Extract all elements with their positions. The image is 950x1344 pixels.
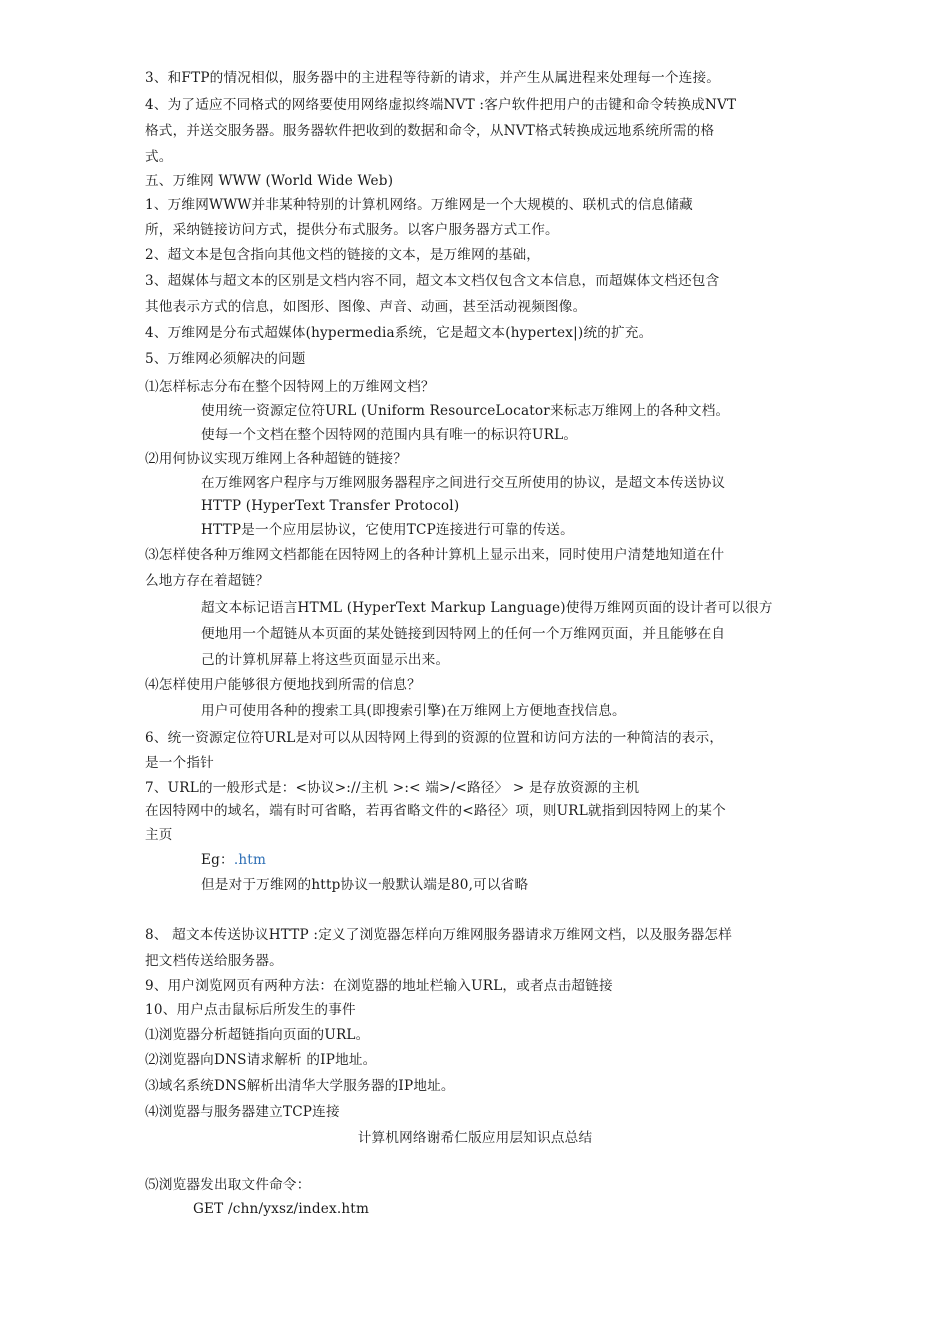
paragraph-line: 9、用户浏览网页有两种方法：在浏览器的地址栏输入URL，或者点击超链接	[145, 978, 613, 994]
answer-line: HTTP (HyperText Transfer Protocol)	[201, 498, 460, 514]
paragraph-line: 所，采纳链接访问方式，提供分布式服务。以客户服务器方式工作。	[145, 222, 559, 238]
answer-line: 但是对于万维网的http协议一般默认端是80,可以省略	[201, 877, 529, 893]
question-line: ⑵用何协议实现万维网上各种超链的链接？	[145, 451, 408, 467]
question-line: ⑴怎样标志分布在整个因特网上的万维网文档？	[145, 379, 435, 395]
question-line: 么地方存在着超链？	[145, 573, 270, 589]
paragraph-line: 式。	[145, 149, 173, 165]
answer-line: 超文本标记语言HTML (HyperText Markup Language)使得万维网页面的设计者可以很方	[201, 600, 773, 616]
paragraph-line: 是一个指针	[145, 755, 214, 771]
step-line: ⑸浏览器发出取文件命令：	[145, 1177, 311, 1193]
paragraph-line: 7、URL的一般形式是：<协议>://主机 >:< 端>/<路径〉 > 是存放资源的主机	[145, 780, 640, 796]
example-link[interactable]: .htm	[233, 852, 267, 868]
answer-line: 在万维网客户程序与万维网服务器程序之间进行交互所使用的协议，是超文本传送协议	[201, 475, 726, 491]
paragraph-line: 3、和FTP的情况相似，服务器中的主进程等待新的请求，并产生从属进程来处理每一个连接。	[145, 70, 721, 86]
question-line: ⑶怎样使各种万维网文档都能在因特网上的各种计算机上显示出来，同时使用户清楚地知道在什	[145, 547, 725, 563]
step-line: ⑶域名系统DNS解析出清华大学服务器的IP地址。	[145, 1078, 455, 1094]
answer-line: HTTP是一个应用层协议，它使用TCP连接进行可靠的传送。	[201, 522, 574, 538]
paragraph-line: 格式，并送交服务器。服务器软件把收到的数据和命令，从NVT格式转换成远地系统所需的格	[145, 123, 715, 139]
paragraph-line: 把文档传送给服务器。	[145, 953, 283, 969]
paragraph-line: 主页	[145, 827, 173, 843]
step-line: ⑴浏览器分析超链指向页面的URL。	[145, 1027, 370, 1043]
paragraph-line: 其他表示方式的信息，如图形、图像、声音、动画，甚至活动视频图像。	[145, 299, 587, 315]
code-line: GET /chn/yxsz/index.htm	[193, 1201, 370, 1217]
paragraph-line: 1、万维网WWW并非某种特别的计算机网络。万维网是一个大规模的、联机式的信息储藏	[145, 197, 693, 213]
section-heading: 五、万维网 WWW (World Wide Web)	[145, 173, 394, 189]
answer-line: 己的计算机屏幕上将这些页面显示出来。	[201, 652, 450, 668]
page-footer-title: 计算机网络谢希仁版应用层知识点总结	[357, 1130, 593, 1146]
paragraph-line: 8、 超文本传送协议HTTP :定义了浏览器怎样向万维网服务器请求万维网文档，以及服务器怎样	[145, 927, 733, 943]
example-label: Eg：	[201, 852, 234, 868]
answer-line: 使用统一资源定位符URL (Uniform ResourceLocator来标志万维网上的各种文档。	[201, 403, 730, 419]
answer-line: 便地用一个超链从本页面的某处链接到因特网上的任何一个万维网页面，并且能够在自	[201, 626, 726, 642]
paragraph-line: 6、统一资源定位符URL是对可以从因特网上得到的资源的位置和访问方法的一种简洁的表示，	[145, 730, 724, 746]
paragraph-line: 在因特网中的域名，端有时可省略，若再省略文件的<路径〉项，则URL就指到因特网上的某个	[145, 803, 726, 819]
paragraph-line: 4、万维网是分布式超媒体(hypermedia系统，它是超文本(hypertex|)统的扩充。	[145, 325, 653, 341]
paragraph-line: 5、万维网必须解决的问题	[145, 351, 306, 367]
step-line: ⑷浏览器与服务器建立TCP连接	[145, 1104, 340, 1120]
answer-line: 使每一个文档在整个因特网的范围内具有唯一的标识符URL。	[201, 427, 578, 443]
answer-line: 用户可使用各种的搜索工具(即搜索引擎)在万维网上方便地查找信息。	[201, 703, 626, 719]
example-line	[201, 850, 266, 870]
paragraph-line: 10、用户点击鼠标后所发生的事件	[145, 1002, 356, 1018]
paragraph-line: 4、为了适应不同格式的网络要使用网络虚拟终端NVT :客户软件把用户的击键和命令转换成NVT	[145, 97, 737, 113]
paragraph-line: 3、超媒体与超文本的区别是文档内容不同，超文本文档仅包含文本信息，而超媒体文档还包含	[145, 273, 720, 289]
paragraph-line: 2、超文本是包含指向其他文档的链接的文本，是万维网的基础，	[145, 247, 541, 263]
question-line: ⑷怎样使用户能够很方便地找到所需的信息？	[145, 677, 421, 693]
step-line: ⑵浏览器向DNS请求解析 的IP地址。	[145, 1052, 377, 1068]
